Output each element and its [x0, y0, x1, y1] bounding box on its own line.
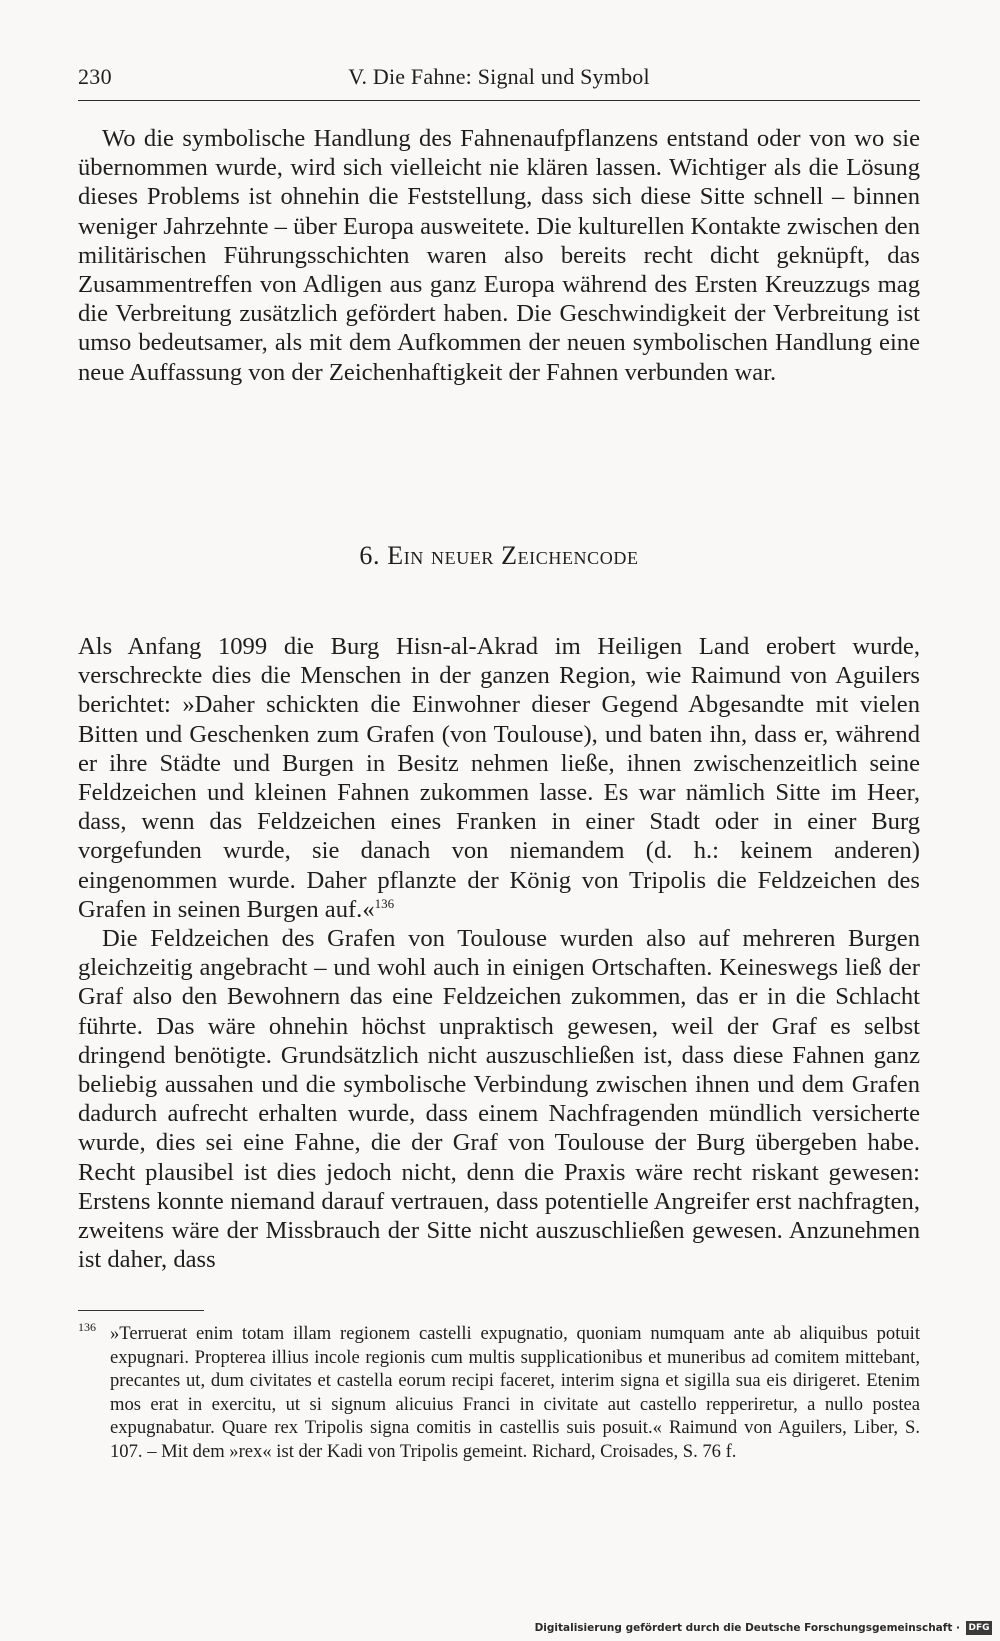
paragraph: Wo die symbolische Handlung des Fahnenaufpflanzens entstand oder von wo sie übernommen wurde, wird sich vielleicht nie klären lassen. Wichtiger als die Lösung dieses Problems ist ohnehin die Feststellung, dass sich diese Sitte schnell – binnen weniger Jahrzehnte – über Europa ausweitete. Die kulturellen Kontakte zwischen den militärischen Führungsschichten waren also bereits recht dicht geknüpft, das Zusammentreffen von Adligen aus ganz Europa während des Ersten Kreuzzugs mag die Verbreitung zusätzlich gefördert haben. Die Geschwindigkeit der Verbreitung ist umso bedeutsamer, als mit dem Aufkommen der neuen symbolischen Handlung eine neue Auffassung von der Zeichenhaftigkeit der Fahnen verbunden war. [78, 125, 921, 386]
section-1-text [78, 124, 920, 387]
sponsor-text: Digitalisierung gefördert durch die Deutsche Forschungsgemeinschaft · [534, 1622, 960, 1634]
section-2-text [78, 632, 920, 1274]
sponsor-credit [535, 1619, 992, 1637]
paragraph-text: Als Anfang 1099 die Burg Hisn-al-Akrad im Heiligen Land erobert wurde, verschreckte dies die Menschen in der ganzen Region, wie Raimund von Aguilers berichtet: »Daher schickten die Einwohner dieser Gegend Abgesandte mit vielen Bitten und Geschenken zum Grafen (von Toulouse), und baten ihn, dass er, während er ihre Städte und Burgen in Besitz nehmen ließe, ihnen zwischenzeitlich seine Feldzeichen und kleinen Fahnen zukommen lasse. Es war nämlich Sitte im Heer, dass, wenn das Feldzeichen eines Franken in einer Stadt oder in einer Burg vorgefunden wurde, sie danach von niemandem (d. h.: keinem anderen) eingenommen wurde. Daher pflanzte der König von Tripolis die Feldzeichen des Grafen in seinen Burgen auf.« [78, 633, 920, 923]
footnote-divider [78, 1310, 204, 1311]
footnote-reference[interactable]: 136 [374, 895, 395, 911]
footnote-number: 136 [78, 1320, 96, 1334]
dfg-logo-icon: DFG [966, 1621, 992, 1635]
section-heading: 6. Ein neuer Zeichencode [359, 541, 639, 570]
paragraph [78, 632, 920, 924]
footnote-text: »Terruerat enim totam illam regionem castelli expugnatio, quoniam numquam ante ab aliquibus potuit expugnari. Propterea illius incole regionis cum multis supplicationibus et muneribus ad comitem mittebant, precantes ut, dum civitates et castella eorum recipi faceret, interim signa et sigilla sua eis dirigeret. Etenim mos erat in exercitu, ut si signum alicuius Franci in civitate aut castello repperiretur, a nullo postea expugnabatur. Quare rex Tripolis signa comitis in castellis suis posuit.« Raimund von Aguilers, Liber, S. 107. – Mit dem »rex« ist der Kadi von Tripolis gemeint. Richard, Croisades, S. 76 f. [110, 1323, 920, 1462]
paragraph: Die Feldzeichen des Grafen von Toulouse wurden also auf mehreren Burgen gleichzeitig angebracht – und wohl auch in einigen Ortschaften. Keineswegs ließ der Graf also den Bewohnern das eine Feldzeichen zukommen, das er in die Schlacht führte. Das wäre ohnehin höchst unpraktisch gewesen, weil der Graf es selbst dringend benötigte. Grundsätzlich nicht auszuschließen ist, dass diese Fahnen ganz beliebig aussahen und die symbolische Verbindung zwischen ihnen und dem Grafen dadurch aufrecht erhalten wurde, dass einem Nachfragenden mündlich versicherte wurde, dies sei eine Fahne, die der Graf von Toulouse der Burg übergeben habe. Recht plausibel ist dies jedoch nicht, denn die Praxis wäre recht riskant gewesen: Erstens konnte niemand darauf vertrauen, dass potentielle Angreifer erst nachfragten, zweitens wäre der Missbrauch der Sitte nicht auszuschließen gewesen. Anzunehmen ist daher, dass [78, 925, 920, 1274]
chapter-title: V. Die Fahne: Signal und Symbol [348, 64, 650, 89]
footnote [78, 1322, 920, 1463]
page-number: 230 [78, 64, 112, 89]
running-header [78, 62, 920, 101]
footnotes [78, 1322, 920, 1463]
